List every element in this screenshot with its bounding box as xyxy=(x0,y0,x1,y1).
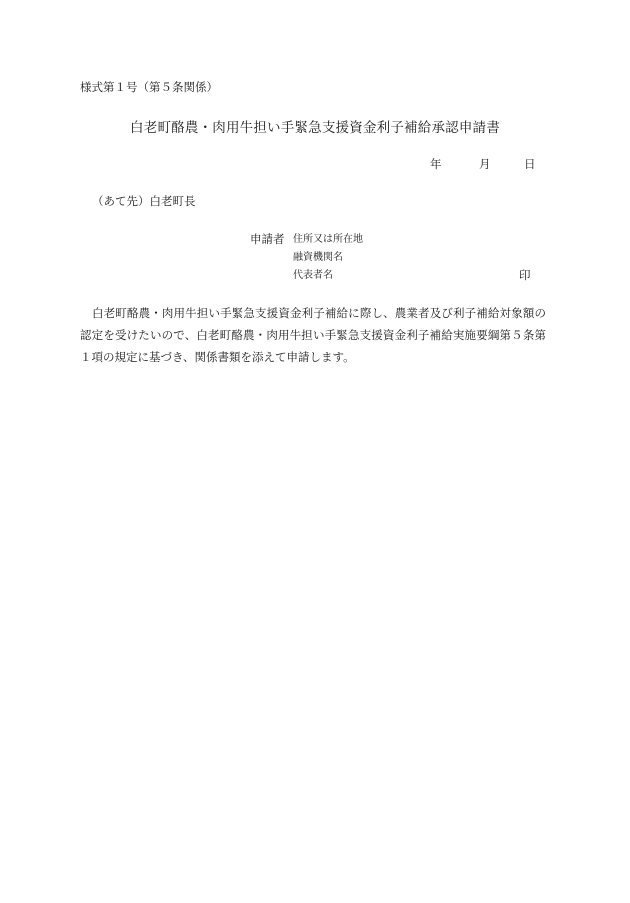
addressee: （あて先）白老町長 xyxy=(92,194,196,208)
representative-field-label: 代表者名 xyxy=(293,270,333,281)
form-number: 様式第１号（第５条関係） xyxy=(80,80,218,94)
document-title: 白老町酪農・肉用牛担い手緊急支援資金利子補給承認申請書 xyxy=(130,120,500,136)
seal-mark: 印 xyxy=(519,268,531,282)
applicant-label: 申請者 xyxy=(250,232,285,246)
date-day-label: 日 xyxy=(524,157,536,171)
institution-field-label: 融資機関名 xyxy=(293,252,343,263)
date-year-label: 年 xyxy=(430,157,442,171)
address-field-label: 住所又は所在地 xyxy=(293,234,363,245)
date-month-label: 月 xyxy=(479,157,491,171)
body-paragraph: 白老町酪農・肉用牛担い手緊急支援資金利子補給に際し、農業者及び利子補給対象額の認定を受けたいので、白老町酪農・肉用牛担い手緊急支援資金利子補給実施要綱第５条第１項の規定に基づき、関係書類を添えて申請します。 xyxy=(80,306,546,364)
